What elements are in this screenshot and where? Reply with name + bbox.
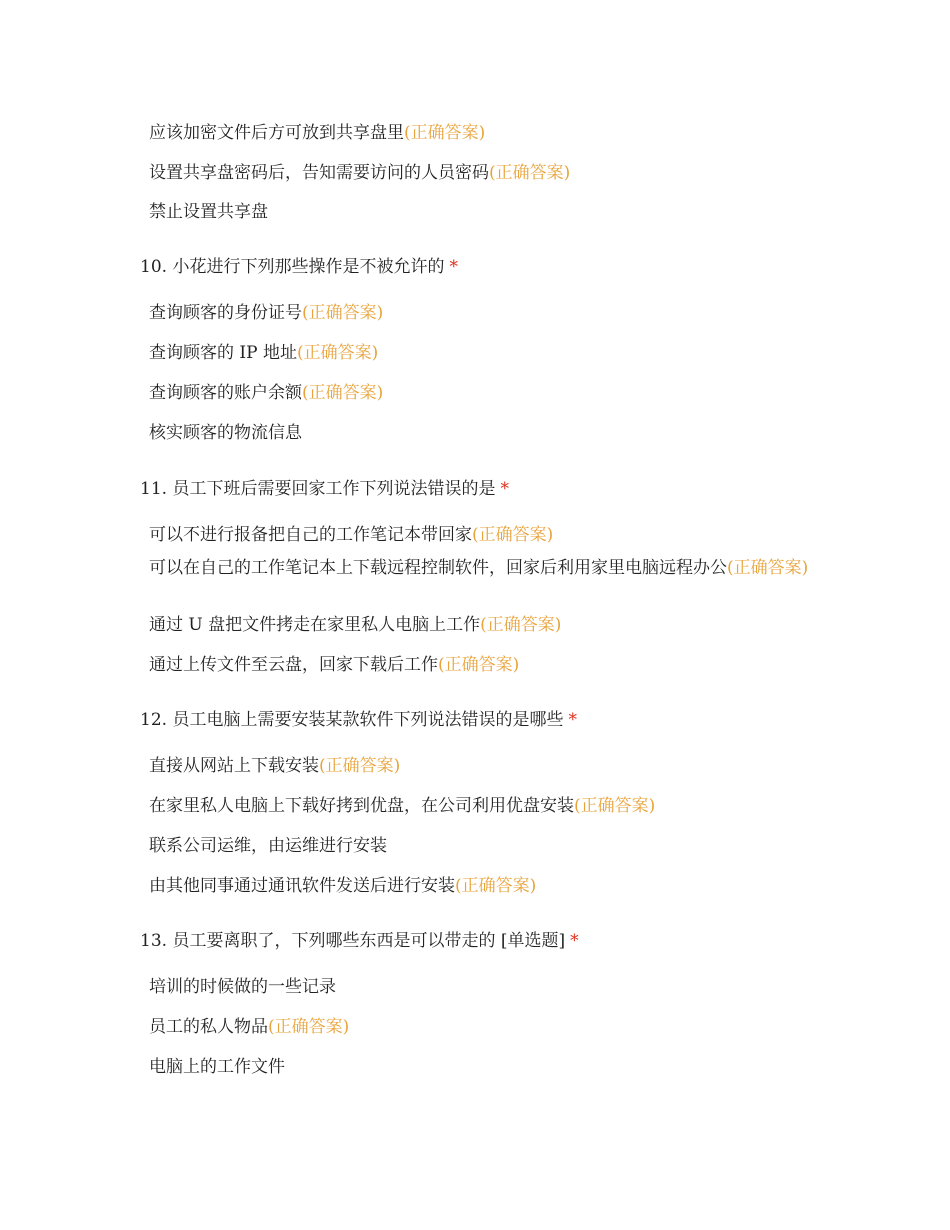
q11-option-2 bbox=[149, 556, 809, 580]
q12-option-2 bbox=[149, 794, 809, 818]
correct-answer-tag: (正确答案) bbox=[727, 558, 809, 578]
q10-option-4 bbox=[149, 421, 809, 445]
correct-answer-tag: (正确答案) bbox=[302, 303, 384, 323]
question-text: 13. 员工要离职了，下列哪些东西是可以带走的 [单选题] bbox=[140, 931, 566, 951]
question-text: 12. 员工电脑上需要安装某款软件下列说法错误的是哪些 bbox=[140, 710, 564, 730]
q12-option-1 bbox=[149, 754, 809, 778]
correct-answer-tag: (正确答案) bbox=[296, 343, 379, 363]
required-mark: * bbox=[500, 479, 509, 499]
q9-option-1 bbox=[149, 121, 809, 145]
option-text: 可以在自己的工作笔记本上下载远程控制软件，回家后利用家里电脑远程办公 bbox=[149, 558, 727, 578]
q9-option-2 bbox=[149, 161, 809, 185]
option-text: 可以不进行报备把自己的工作笔记本带回家 bbox=[149, 525, 472, 545]
q9-option-3 bbox=[149, 200, 809, 224]
q10-option-1 bbox=[149, 301, 809, 325]
option-text: 核实顾客的物流信息 bbox=[149, 423, 302, 443]
option-text: 直接从网站上下载安装 bbox=[149, 756, 319, 776]
option-text: 联系公司运维，由运维进行安装 bbox=[149, 836, 387, 856]
question-12-title bbox=[140, 709, 820, 731]
correct-answer-tag: (正确答案) bbox=[438, 655, 520, 675]
option-text: 通过上传文件至云盘，回家下载后工作 bbox=[149, 655, 438, 675]
option-text: 应该加密文件后方可放到共享盘里 bbox=[149, 123, 404, 143]
option-text: 电脑上的工作文件 bbox=[149, 1057, 285, 1077]
q13-option-2 bbox=[149, 1015, 809, 1039]
option-text: 在家里私人电脑上下载好拷到优盘，在公司利用优盘安装 bbox=[149, 796, 574, 816]
correct-answer-tag: (正确答案) bbox=[455, 876, 537, 896]
q10-option-2 bbox=[149, 341, 809, 365]
q11-option-1 bbox=[149, 523, 809, 547]
option-text: 设置共享盘密码后，告知需要访问的人员密码 bbox=[149, 163, 489, 183]
option-text: 查询顾客的 IP 地址 bbox=[149, 343, 297, 363]
correct-answer-tag: (正确答案) bbox=[489, 163, 571, 183]
q12-option-4 bbox=[149, 874, 809, 898]
q10-option-3 bbox=[149, 381, 809, 405]
question-10-title bbox=[140, 256, 820, 278]
correct-answer-tag: (正确答案) bbox=[319, 756, 401, 776]
correct-answer-tag: (正确答案) bbox=[472, 525, 554, 545]
option-text: 通过 U 盘把文件拷走在家里私人电脑上工作 bbox=[149, 615, 481, 635]
option-text: 查询顾客的账户余额 bbox=[149, 383, 302, 403]
q13-option-1 bbox=[149, 975, 809, 999]
q13-option-3 bbox=[149, 1055, 809, 1079]
question-text: 10. 小花进行下列那些操作是不被允许的 bbox=[140, 257, 445, 277]
correct-answer-tag: (正确答案) bbox=[574, 796, 656, 816]
correct-answer-tag: (正确答案) bbox=[268, 1017, 350, 1037]
correct-answer-tag: (正确答案) bbox=[404, 123, 486, 143]
q11-option-4 bbox=[149, 653, 809, 677]
question-13-title bbox=[140, 930, 820, 952]
required-mark: * bbox=[568, 710, 577, 730]
required-mark: * bbox=[570, 931, 579, 951]
option-text: 员工的私人物品 bbox=[149, 1017, 268, 1037]
q11-option-3 bbox=[149, 613, 809, 637]
option-text: 由其他同事通过通讯软件发送后进行安装 bbox=[149, 876, 455, 896]
question-text: 11. 员工下班后需要回家工作下列说法错误的是 bbox=[140, 479, 496, 499]
question-11-title bbox=[140, 478, 820, 500]
correct-answer-tag: (正确答案) bbox=[480, 615, 562, 635]
option-text: 培训的时候做的一些记录 bbox=[149, 977, 336, 997]
q12-option-3 bbox=[149, 834, 809, 858]
option-text: 查询顾客的身份证号 bbox=[149, 303, 302, 323]
option-text: 禁止设置共享盘 bbox=[149, 202, 268, 222]
required-mark: * bbox=[449, 257, 458, 277]
correct-answer-tag: (正确答案) bbox=[302, 383, 384, 403]
